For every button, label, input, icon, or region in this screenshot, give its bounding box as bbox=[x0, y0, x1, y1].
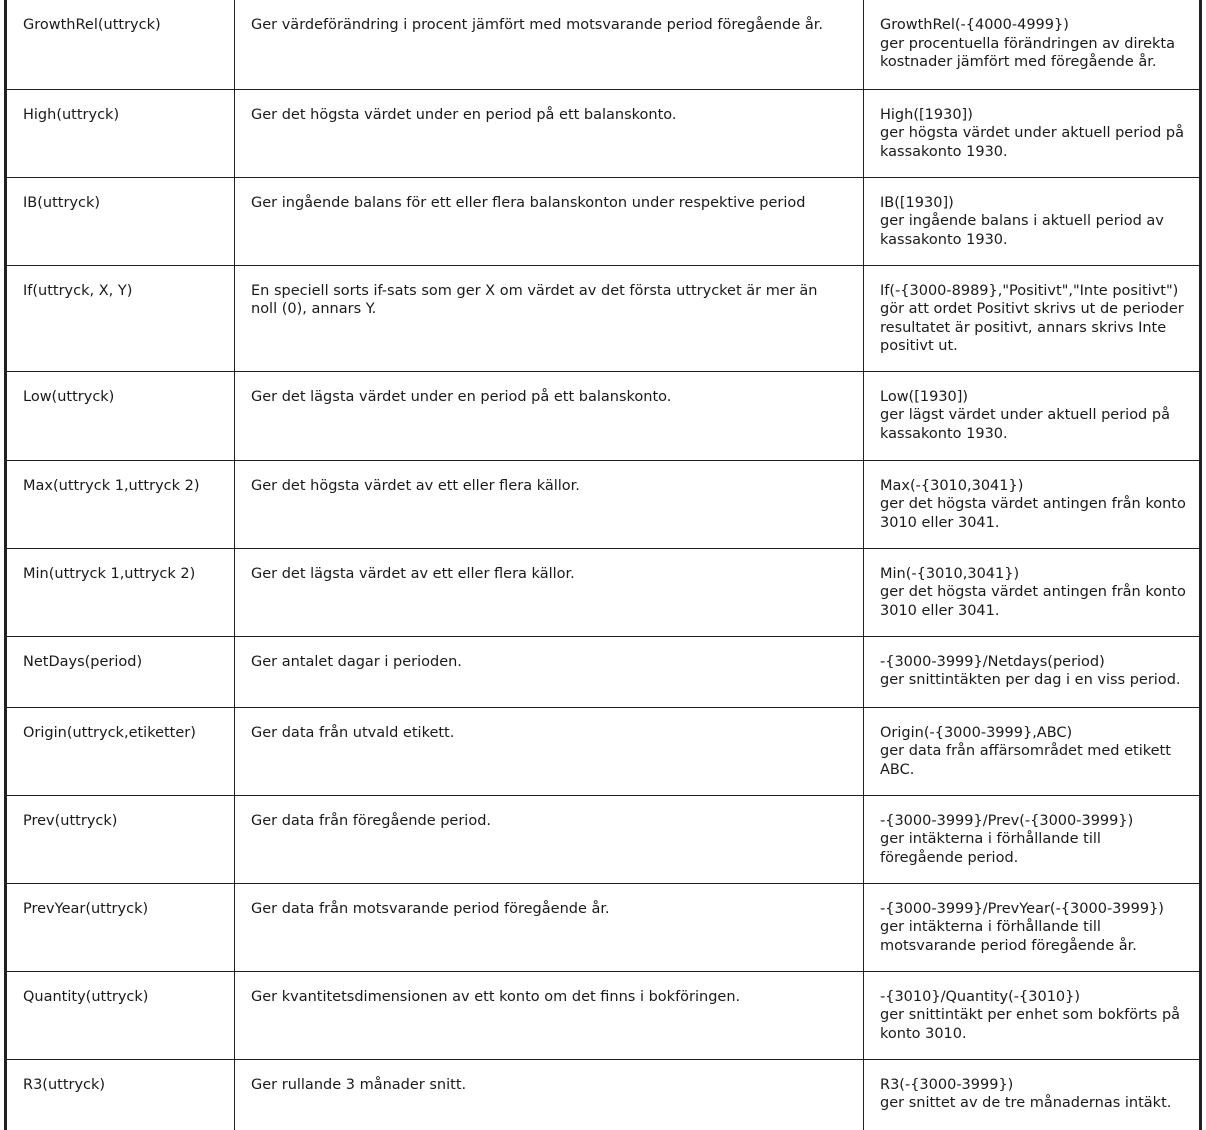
function-description: Ger värdeförändring i procent jämfört med motsvarande period föregående år. bbox=[235, 0, 864, 89]
function-description: Ger ingående balans för ett eller flera balanskonton under respektive period bbox=[235, 177, 864, 265]
function-example bbox=[864, 89, 1203, 177]
function-name: If(uttryck, X, Y) bbox=[7, 265, 235, 371]
function-name: High(uttryck) bbox=[7, 89, 235, 177]
example-code: -{3000-3999}/Netdays(period) bbox=[880, 653, 1105, 670]
function-description: Ger kvantitetsdimensionen av ett konto om det finns i bokföringen. bbox=[235, 971, 864, 1059]
table-row bbox=[7, 177, 1203, 265]
example-code: Min(-{3010,3041}) bbox=[880, 565, 1020, 582]
example-description: ger snittintäkten per dag i en viss period. bbox=[880, 672, 1181, 688]
function-name: PrevYear(uttryck) bbox=[7, 883, 235, 971]
function-description: Ger det lägsta värdet av ett eller flera källor. bbox=[235, 548, 864, 636]
function-table-frame bbox=[4, 0, 1202, 1130]
example-code: Low([1930]) bbox=[880, 388, 969, 405]
table-row bbox=[7, 0, 1203, 89]
example-code: Max(-{3010,3041}) bbox=[880, 477, 1024, 494]
function-description: Ger det högsta värdet under en period på ett balanskonto. bbox=[235, 89, 864, 177]
function-example bbox=[864, 1059, 1203, 1130]
function-name: GrowthRel(uttryck) bbox=[7, 0, 235, 89]
function-description: Ger data från motsvarande period föregående år. bbox=[235, 883, 864, 971]
table-row bbox=[7, 707, 1203, 795]
example-code: -{3000-3999}/Prev(-{3000-3999}) bbox=[880, 812, 1134, 829]
function-example bbox=[864, 548, 1203, 636]
example-description: ger intäkterna i förhållande till motsvarande period föregående år. bbox=[880, 919, 1137, 954]
function-example bbox=[864, 265, 1203, 371]
function-name: Quantity(uttryck) bbox=[7, 971, 235, 1059]
table-row bbox=[7, 971, 1203, 1059]
example-code: IB([1930]) bbox=[880, 194, 954, 211]
table-row bbox=[7, 371, 1203, 460]
example-description: ger intäkterna i förhållande till föregående period. bbox=[880, 831, 1101, 866]
example-description: ger lägst värdet under aktuell period på kassakonto 1930. bbox=[880, 407, 1170, 442]
example-code: If(-{3000-8989},"Positivt","Inte positivt") bbox=[880, 282, 1179, 299]
function-example bbox=[864, 636, 1203, 707]
example-description: ger det högsta värdet antingen från konto 3010 eller 3041. bbox=[880, 584, 1186, 619]
function-example bbox=[864, 460, 1203, 548]
example-description: ger ingående balans i aktuell period av kassakonto 1930. bbox=[880, 213, 1164, 248]
function-example bbox=[864, 795, 1203, 883]
table-row bbox=[7, 1059, 1203, 1130]
function-table-body bbox=[7, 0, 1203, 1130]
function-name: Low(uttryck) bbox=[7, 371, 235, 460]
function-name: Min(uttryck 1,uttryck 2) bbox=[7, 548, 235, 636]
example-code: -{3000-3999}/PrevYear(-{3000-3999}) bbox=[880, 900, 1164, 917]
function-example bbox=[864, 371, 1203, 460]
function-example bbox=[864, 883, 1203, 971]
example-code: -{3010}/Quantity(-{3010}) bbox=[880, 988, 1081, 1005]
example-description: ger snittet av de tre månadernas intäkt. bbox=[880, 1095, 1172, 1111]
function-description: Ger antalet dagar i perioden. bbox=[235, 636, 864, 707]
example-description: gör att ordet Positivt skrivs ut de perioder resultatet är positivt, annars skrivs Inte positivt ut. bbox=[880, 301, 1184, 354]
example-description: ger procentuella förändringen av direkta kostnader jämfört med föregående år. bbox=[880, 35, 1176, 70]
table-row bbox=[7, 795, 1203, 883]
function-name: R3(uttryck) bbox=[7, 1059, 235, 1130]
function-name: Origin(uttryck,etiketter) bbox=[7, 707, 235, 795]
function-name: IB(uttryck) bbox=[7, 177, 235, 265]
function-example bbox=[864, 707, 1203, 795]
example-description: ger snittintäkt per enhet som bokförts på konto 3010. bbox=[880, 1007, 1181, 1042]
function-example bbox=[864, 177, 1203, 265]
function-description: Ger det högsta värdet av ett eller flera källor. bbox=[235, 460, 864, 548]
table-row bbox=[7, 883, 1203, 971]
example-code: R3(-{3000-3999}) bbox=[880, 1076, 1014, 1093]
function-name: Max(uttryck 1,uttryck 2) bbox=[7, 460, 235, 548]
example-description: ger data från affärsområdet med etikett ABC. bbox=[880, 743, 1171, 778]
example-code: GrowthRel(-{4000-4999}) bbox=[880, 17, 1069, 33]
table-row bbox=[7, 460, 1203, 548]
function-description: Ger data från föregående period. bbox=[235, 795, 864, 883]
function-description: Ger rullande 3 månader snitt. bbox=[235, 1059, 864, 1130]
example-code: Origin(-{3000-3999},ABC) bbox=[880, 724, 1073, 741]
table-row bbox=[7, 548, 1203, 636]
example-description: ger det högsta värdet antingen från konto 3010 eller 3041. bbox=[880, 496, 1186, 531]
table-row bbox=[7, 265, 1203, 371]
function-name: Prev(uttryck) bbox=[7, 795, 235, 883]
function-description: En speciell sorts if-sats som ger X om värdet av det första uttrycket är mer än noll (0), annars Y. bbox=[235, 265, 864, 371]
function-example bbox=[864, 0, 1203, 89]
table-row bbox=[7, 636, 1203, 707]
function-description: Ger data från utvald etikett. bbox=[235, 707, 864, 795]
function-table bbox=[6, 0, 1202, 1130]
function-description: Ger det lägsta värdet under en period på ett balanskonto. bbox=[235, 371, 864, 460]
table-row bbox=[7, 89, 1203, 177]
example-description: ger högsta värdet under aktuell period på kassakonto 1930. bbox=[880, 125, 1184, 160]
function-name: NetDays(period) bbox=[7, 636, 235, 707]
example-code: High([1930]) bbox=[880, 106, 973, 123]
function-example bbox=[864, 971, 1203, 1059]
